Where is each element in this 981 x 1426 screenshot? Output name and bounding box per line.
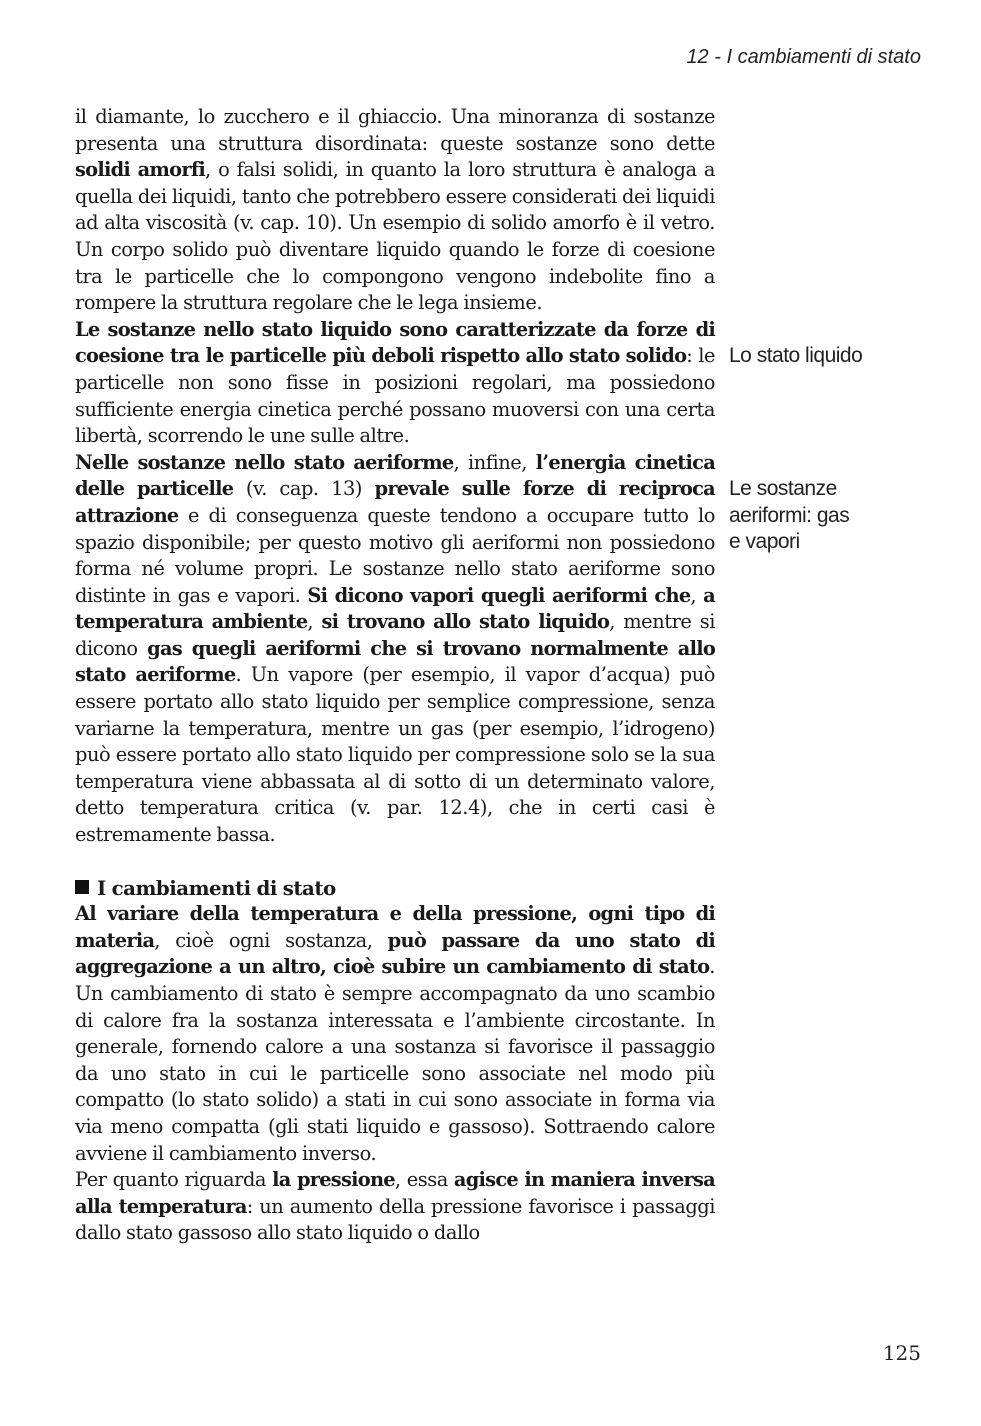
page-number: 125 [882, 1341, 921, 1365]
paragraph-aeriform-state: Nelle sostanze nello stato aeriforme, infine, l’energia cinetica delle particelle (v. cap. 13) prevale sulle forze di reciproca attrazione e di conseguenza queste tendono a occupare tutto lo spazio disponibile; per questo motivo gli aeriformi non possiedono forma né volume propri. Le sostanze nello stato aeriforme sono distinte in gas e vapori. Si dicono vapori quegli aeriformi che, a temperatura ambiente, si trovano allo stato liquido, mentre si dicono gas quegli aeriformi che si trovano normalmente allo stato aeriforme. Un vapore (per esempio, il vapor d’acqua) può essere portato allo stato liquido per semplice compressione, senza variarne la temperatura, mentre un gas (per esempio, l’idrogeno) può essere portato allo stato liquido per compressione solo se la sua temperatura viene abbassata al di sotto di un determinato valore, detto temperatura critica (v. par. 12.4), che in certi casi è estremamente bassa. [75, 450, 716, 847]
main-text-column [75, 104, 715, 1247]
section-heading: I cambiamenti di stato [75, 875, 715, 902]
square-bullet-icon [75, 880, 89, 894]
margin-note-liquid-state: Lo stato liquido [729, 344, 863, 367]
section-spacer [75, 849, 715, 875]
paragraph-pressure: Per quanto riguarda la pressione, essa agisce in maniera inversa alla temperatura: un aumento della pressione favorisce i passaggi dallo stato gassoso allo stato liquido o dallo [75, 1168, 716, 1245]
paragraph-solids: il diamante, lo zucchero e il ghiaccio. Una minoranza di sostanze presenta una struttura disordinata: queste sostanze sono dette solidi amorfi, o falsi solidi, in quanto la loro struttura è analoga a quella dei liquidi, tanto che potrebbero essere considerati dei liquidi ad alta viscosità (v. cap. 10). Un esempio di solido amorfo è il vetro. Un corpo solido può diventare liquido quando le forze di coesione tra le particelle che lo compongono vengono indebolite fino a rompere la struttura regolare che le lega insieme. [75, 105, 715, 315]
running-header: 12 - I cambiamenti di stato [686, 46, 921, 68]
paragraph-liquid-state: Le sostanze nello stato liquido sono caratterizzate da forze di coesione tra le particelle più deboli rispetto allo stato solido: le particelle non sono fisse in posizioni regolari, ma possiedono sufficiente energia cinetica perché possano muoversi con una certa libertà, scorrendo le une sulle altre. [75, 317, 715, 448]
paragraph-state-changes: Al variare della temperatura e della pressione, ogni tipo di materia, cioè ogni sostanza, può passare da uno stato di aggregazione a un altro, cioè subire un cambiamento di stato. Un cambiamento di stato è sempre accompagnato da uno scambio di calore fra la sostanza interessata e l’ambiente circostante. In generale, fornendo calore a una sostanza si favorisce il passaggio da uno stato in cui le particelle sono associate nel modo più compatto (lo stato solido) a stati in cui sono associate in forma via via meno compatta (gli stati liquido e gassoso). Sottraendo calore avviene il cambiamento inverso. [75, 902, 715, 1165]
margin-note-aeriform: Le sostanze aeriformi: gas e vapori [729, 477, 850, 554]
term-solidi-amorfi: solidi amorfi [75, 158, 206, 182]
